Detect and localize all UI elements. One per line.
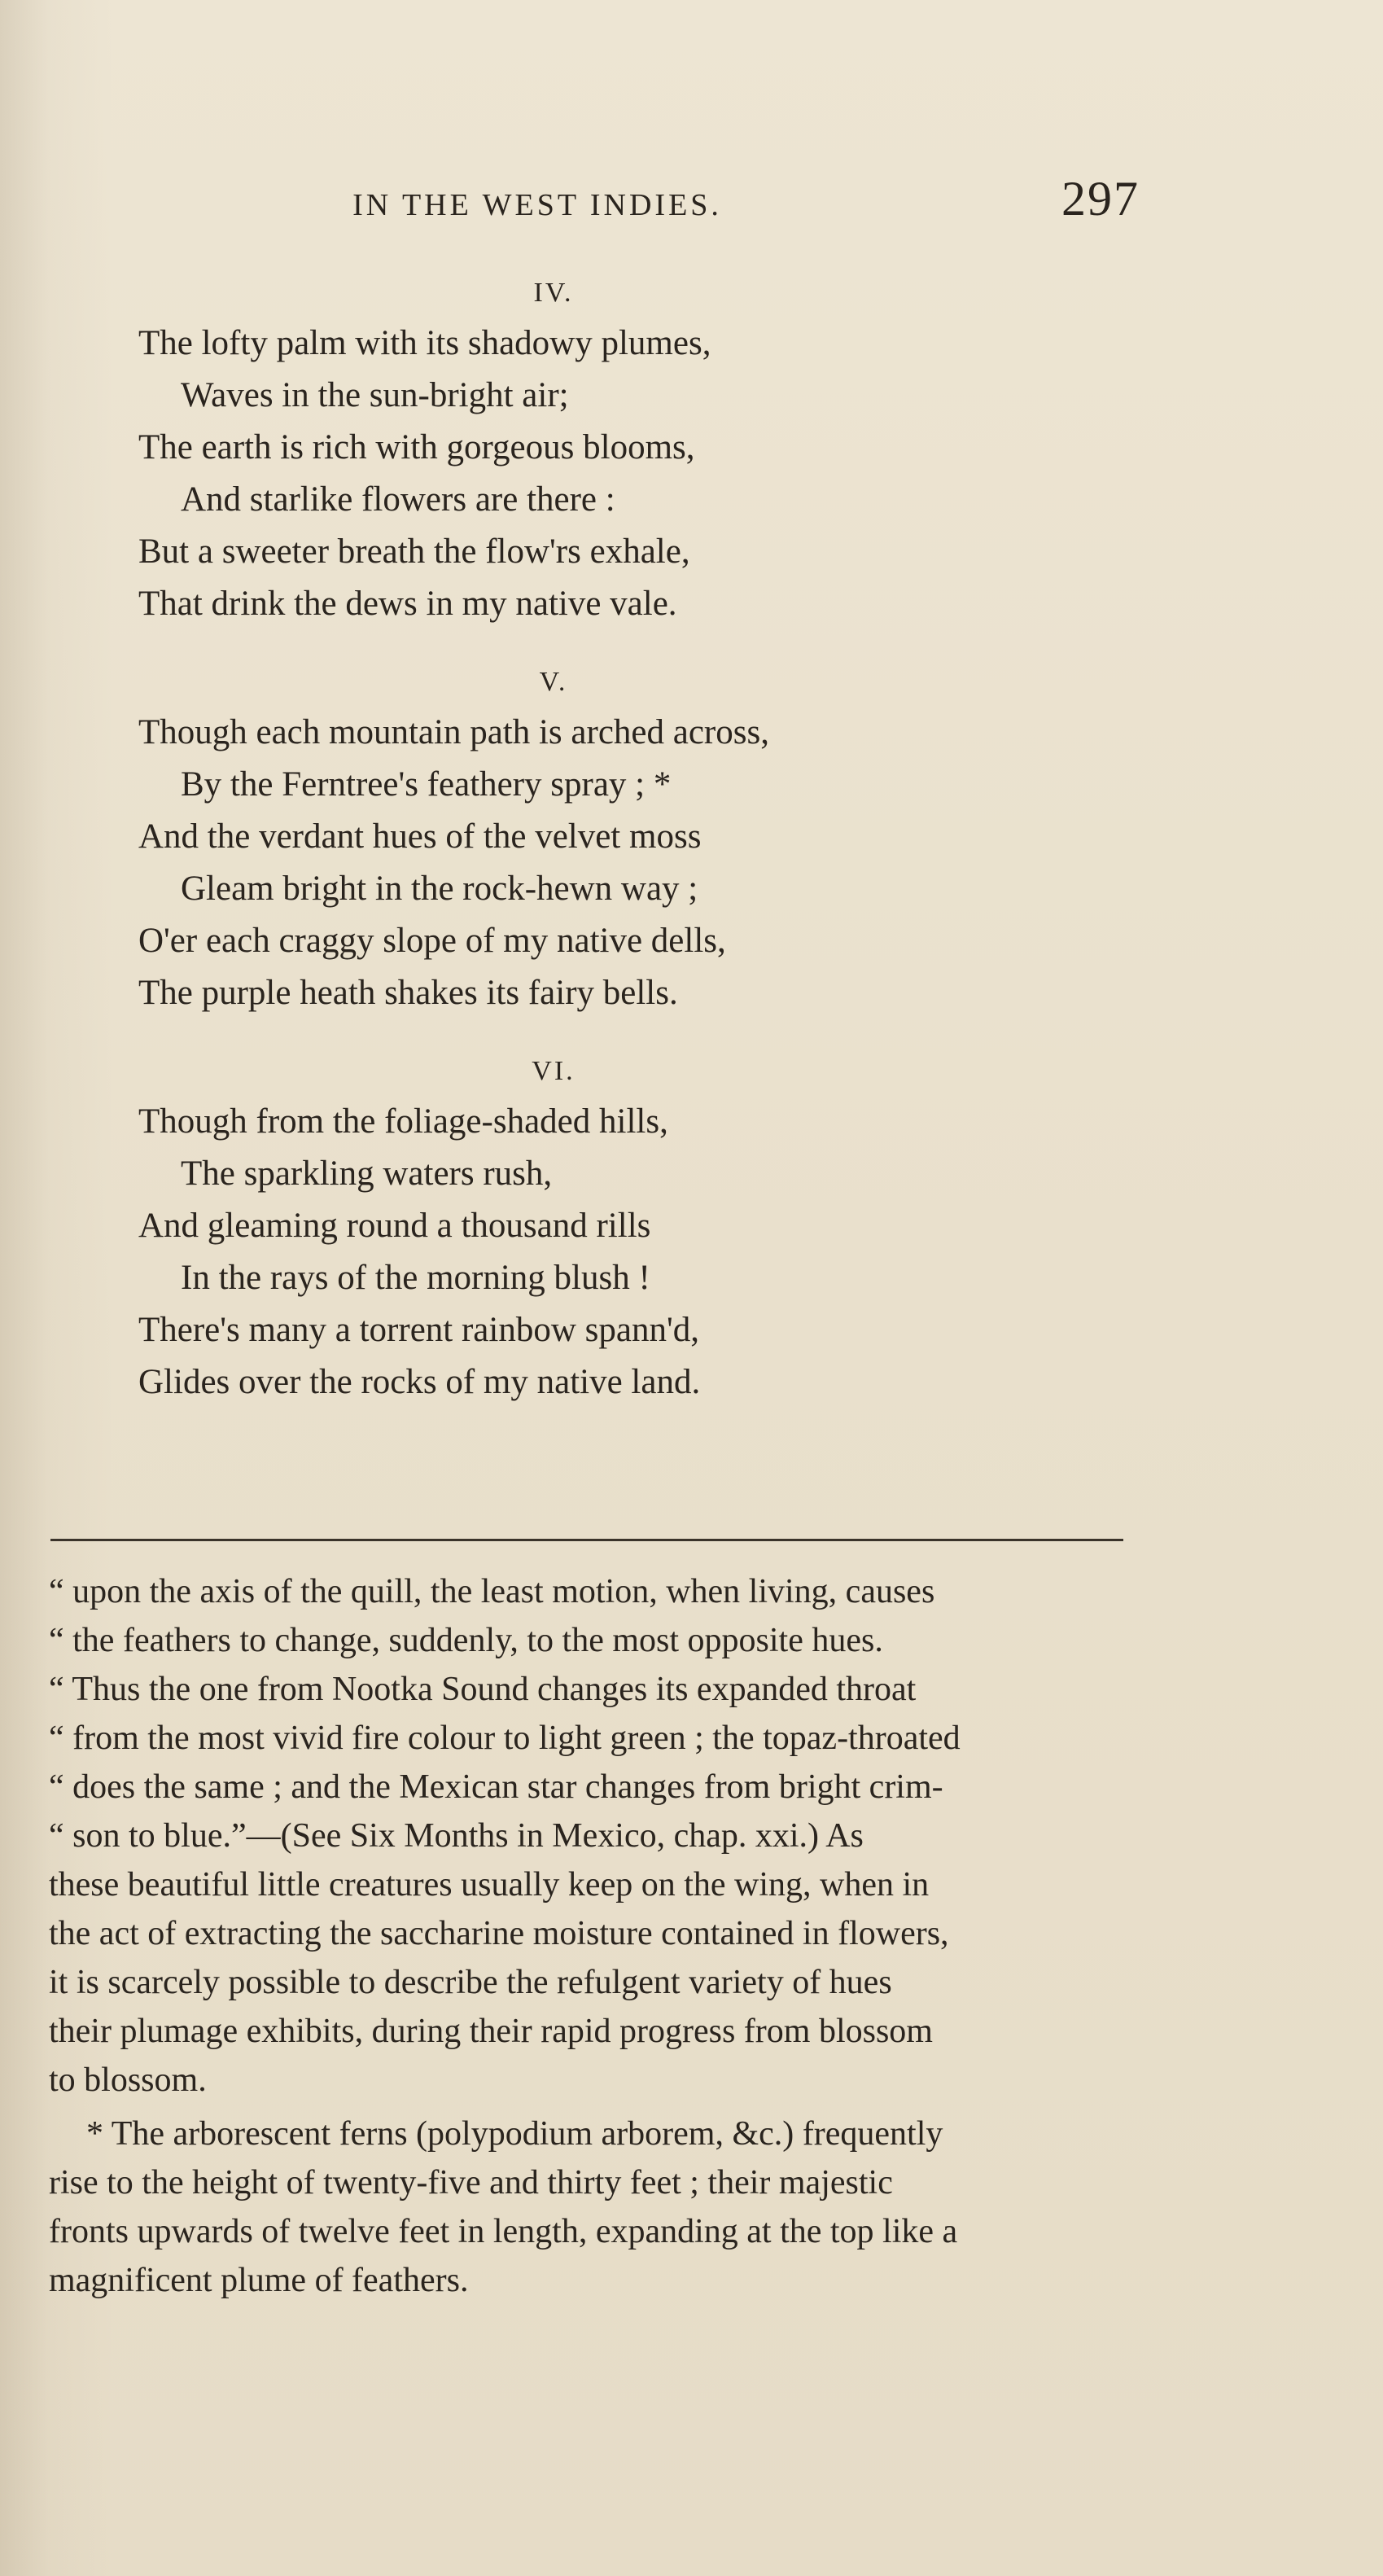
footnote-line: magnificent plume of feathers. [49,2262,469,2299]
stanza-number: VI. [532,1056,576,1086]
footnote-rule [50,1539,1123,1541]
verse-line: The sparkling waters rush, [181,1154,553,1193]
footnote-line: “ from the most vivid fire colour to light green ; the topaz-throated [49,1720,961,1757]
verse-line: Gleam bright in the rock-hewn way ; [181,870,698,908]
footnotes [49,1567,1127,2305]
verse-line: That drink the dews in my native vale. [138,585,677,623]
footnote-line: their plumage exhibits, during their rapid progress from blossom [49,2013,933,2050]
verse-line: In the rays of the morning blush ! [181,1259,650,1297]
footnote-line: fronts upwards of twelve feet in length, expanding at the top like a [49,2213,958,2250]
stanza [138,269,1099,630]
page-header [130,163,1140,236]
stanza-number: V. [539,667,568,697]
stanza [138,1047,1099,1408]
verse-line: But a sweeter breath the flow'rs exhale, [138,532,690,571]
footnote-line: * The arborescent ferns (polypodium arborem, &c.) frequently [86,2115,943,2153]
verse-line: And gleaming round a thousand rills [138,1207,651,1245]
footnote-line: “ the feathers to change, suddenly, to the most opposite hues. [49,1622,883,1659]
footnote-line: the act of extracting the saccharine moisture contained in flowers, [49,1915,949,1952]
footnote-ferns [49,2109,1127,2305]
footnote-line: “ upon the axis of the quill, the least motion, when living, causes [49,1573,935,1610]
verse-line: The lofty palm with its shadowy plumes, [138,324,711,362]
footnote-line: to blossom. [49,2061,207,2099]
verse-line: And the verdant hues of the velvet moss [138,817,702,856]
poem [138,269,1099,1436]
footnote-line: rise to the height of twenty-five and thirty feet ; their majestic [49,2164,893,2201]
verse-line: By the Ferntree's feathery spray ; * [181,765,672,804]
running-head: IN THE WEST INDIES. [352,188,722,222]
verse-line: O'er each craggy slope of my native dells, [138,922,726,960]
verse-line: Waves in the sun-bright air; [181,376,569,414]
verse-line: And starlike flowers are there : [181,480,615,519]
verse-line: Though from the foliage-shaded hills, [138,1102,668,1141]
footnote-line: “ son to blue.”—(See Six Months in Mexico, chap. xxi.) As [49,1817,864,1855]
verse-line: There's many a torrent rainbow spann'd, [138,1311,699,1349]
footnote-line: “ does the same ; and the Mexican star changes from bright crim- [49,1768,943,1806]
footnote-continuation [49,1567,1127,2105]
footnote-line: these beautiful little creatures usually keep on the wing, when in [49,1866,930,1904]
page-number: 297 [1061,172,1140,226]
verse-line: The purple heath shakes its fairy bells. [138,974,678,1012]
stanza [138,658,1099,1019]
verse-line: The earth is rich with gorgeous blooms, [138,428,695,467]
footnote-line: it is scarcely possible to describe the refulgent variety of hues [49,1964,892,2001]
verse-line: Glides over the rocks of my native land. [138,1363,701,1401]
footnote-line: “ Thus the one from Nootka Sound changes its expanded throat [49,1671,917,1708]
verse-line: Though each mountain path is arched across, [138,713,769,751]
stanza-number: IV. [533,278,574,308]
